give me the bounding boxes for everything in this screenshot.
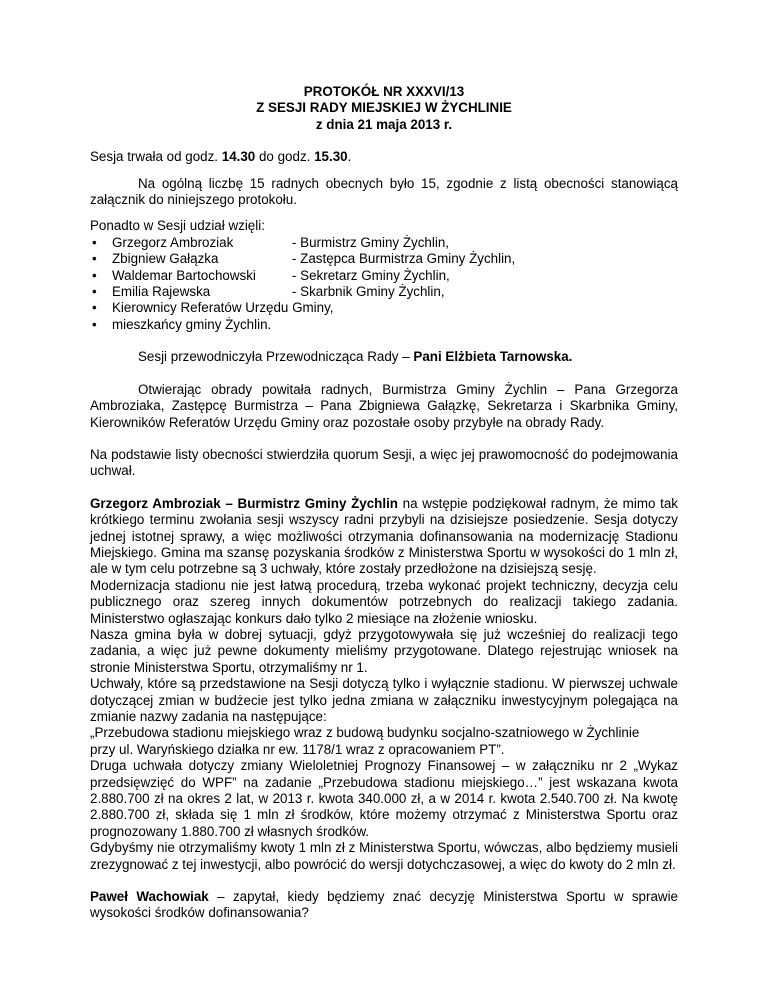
session-time: Sesja trwała od godz. 14.30 do godz. 15.30. xyxy=(90,149,352,165)
list-item: • Zbigniew Gałązka - Zastępca Burmistrza Gminy Żychlin, xyxy=(90,251,678,267)
opening-paragraph: Otwierając obrady powitała radnych, Burmistrza Gminy Żychlin – Pana Grzegorza Ambroziaka, Zastępcę Burmistrza – Pana Zbigniewa Gałązkę, Sekretarza i Skarbnika Gminy, Kierowników Referatów Urzędu Gminy oraz pozostałe osoby przybyłe na obrady Rady. xyxy=(90,381,678,430)
speech-paragraph: Nasza gmina była w dobrej sytuacji, gdyż przygotowywała się już wcześniej do realizacji tego zadania, a więc już pewne dokumenty mieliśmy przygotowane. Dlatego rejestrując wniosek na stronie Ministerstwa Sportu, otrzymaliśmy nr 1. xyxy=(90,626,678,675)
speech-ambroziak: Grzegorz Ambroziak – Burmistrz Gminy Żychlin na wstępie podziękował radnym, że mimo tak krótkiego terminu zwołania sesji wszyscy radni przybyli na dzisiejsze posiedzenie. Sesja dotyczy jednej istotnej sprawy, a więc możliwości otrzymania dofinansowania na modernizację Stadionu Miejskiego. Gmina ma szansę pozyskania środków z Ministerstwa Sportu w wysokości do 1 mln zł, ale w tym celu potrzebne są 3 uchwały, które zostały przedłożone na dzisiejszą sesję. xyxy=(90,495,678,577)
attendance-paragraph: Na ogólną liczbę 15 radnych obecnych było 15, zgodnie z listą obecności stanowiącą załącznik do niniejszego protokołu. xyxy=(90,175,678,208)
list-item: • mieszkańcy gminy Żychlin. xyxy=(90,317,678,333)
quorum-paragraph: Na podstawie listy obecności stwierdziła quorum Sesji, a więc jej prawomocność do podejmowania uchwał. xyxy=(90,446,678,479)
chair-name: Pani Elżbieta Tarnowska. xyxy=(413,349,573,365)
project-name-quote: przy ul. Waryńskiego działka nr ew. 1178/1 wraz z opracowaniem PT”. xyxy=(90,741,505,757)
speech-wachowiak: Paweł Wachowiak – zapytał, kiedy będziemy znać decyzję Ministerstwa Sportu w sprawie wysokości środków dofinansowania? xyxy=(90,889,678,921)
speech-paragraph: Gdybyśmy nie otrzymaliśmy kwoty 1 mln zł z Ministerstwa Sportu, wówczas, albo będziemy musieli zrezygnować z tej inwestycji, albo powrócić do wersji dotychczasowej, a więc do kwoty do 2 mln zł. xyxy=(90,840,678,872)
list-item: • Kierownicy Referatów Urzędu Gminy, xyxy=(90,300,678,316)
chair-paragraph: Sesji przewodniczyła Przewodnicząca Rady – Pani Elżbieta Tarnowska. xyxy=(138,349,573,365)
protocol-title: PROTOKÓŁ NR XXXVI/13 xyxy=(303,84,465,99)
speech-paragraph: Modernizacja stadionu nie jest łatwą procedurą, trzeba wykonać projekt techniczny, decyzja celu publicznego oraz szereg innych dokumentów potrzebnych do realizacji takiego zadania. Ministerstwo ogłaszając konkurs dało tylko 2 miesiące na złożenie wniosku. xyxy=(90,577,678,626)
participants-intro: Ponadto w Sesji udział wzięli: xyxy=(90,218,265,234)
session-end: 15.30 xyxy=(314,149,348,165)
speech-paragraph: Druga uchwała dotyczy zmiany Wieloletniej Prognozy Finansowej – w załączniku nr 2 „Wykaz przedsięwzięć do WPF” na zadanie „Przebudowa stadionu miejskiego…” jest wskazana kwota 2.880.700 zł na okres 2 lat, w 2013 r. kwota 340.000 zł, a w 2014 r. kwota 2.540.700 zł. Na kwotę 2.880.700 zł, składa się 1 mln zł środków, które możemy otrzymać z Ministerstwa Sportu oraz prognozowany 1.880.700 zł własnych środków. xyxy=(90,758,678,839)
list-item: • Grzegorz Ambroziak - Burmistrz Gminy Żychlin, xyxy=(90,235,678,251)
protocol-date: z dnia 21 maja 2013 r. xyxy=(315,116,453,132)
speaker-name: Grzegorz Ambroziak – Burmistrz Gminy Żychlin xyxy=(90,495,398,511)
list-item: • Waldemar Bartochowski - Sekretarz Gminy Żychlin, xyxy=(90,268,678,284)
project-name-quote: „Przebudowa stadionu miejskiego wraz z budową budynku socjalno-szatniowego w Żychlinie xyxy=(90,725,640,741)
protocol-subtitle: Z SESJI RADY MIEJSKIEJ W ŻYCHLINIE xyxy=(256,100,512,116)
speaker-name: Paweł Wachowiak xyxy=(90,889,209,905)
document-page xyxy=(90,84,678,922)
participants-list xyxy=(90,235,678,333)
session-start: 14.30 xyxy=(221,149,256,165)
speech-paragraph: Uchwały, które są przedstawione na Sesji dotyczą tylko i wyłącznie stadionu. W pierwszej uchwale dotyczącej zmian w budżecie jest tylko jedna zmiana w załączniku inwestycyjnym polegająca na zmianie nazwy zadania na następujące: xyxy=(90,676,678,724)
list-item: • Emilia Rajewska - Skarbnik Gminy Żychlin, xyxy=(90,284,678,300)
